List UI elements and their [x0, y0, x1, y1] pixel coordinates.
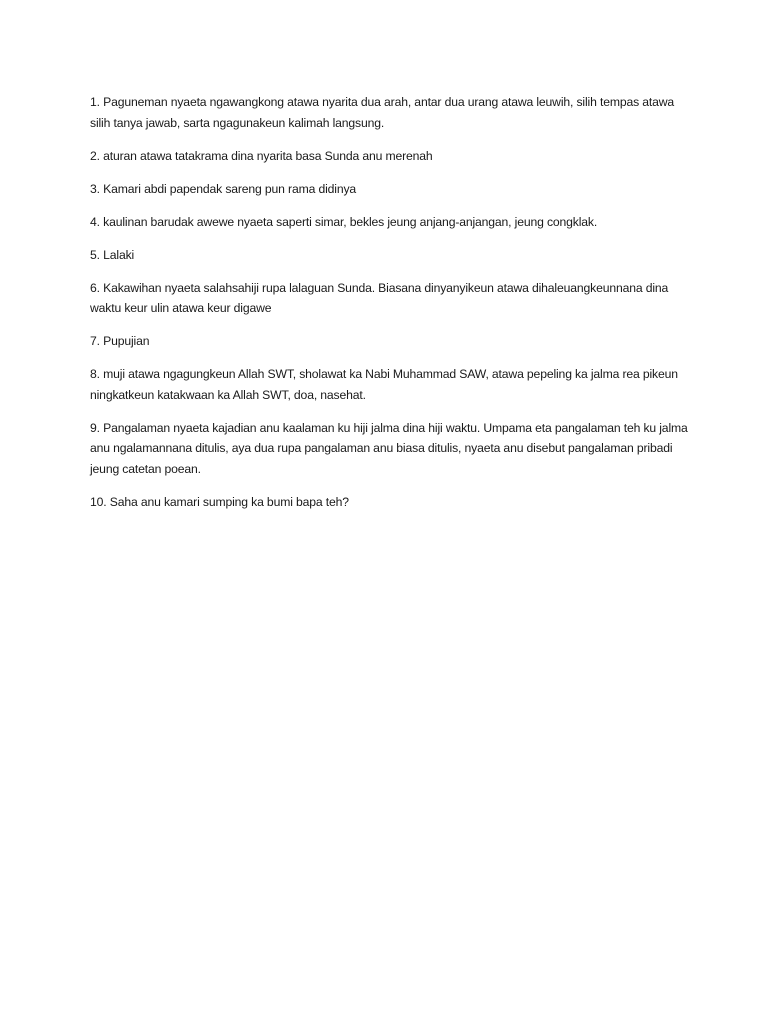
answer-list: [90, 92, 690, 525]
item-number: 7.: [90, 334, 100, 348]
item-number: 1.: [90, 95, 100, 109]
item-number: 3.: [90, 181, 100, 196]
item-number: 9.: [90, 420, 100, 435]
item-number: 6.: [90, 280, 100, 295]
item-number: 10.: [90, 494, 107, 509]
item-text: Pupujian: [103, 334, 150, 348]
item-text: Saha anu kamari sumping ka bumi bapa teh?: [109, 494, 349, 509]
item-text: Kakawihan nyaeta salahsahiji rupa lalaguan Sunda. Biasana dinyanyikeun atawa dihaleuangkeunnana dina waktu keur ulin atawa keur digawe: [90, 280, 669, 315]
list-item: [90, 179, 690, 200]
list-item: [90, 212, 690, 233]
list-item: [90, 146, 690, 167]
list-item: [90, 278, 690, 319]
item-number: 8.: [90, 367, 100, 381]
list-item: [90, 418, 690, 480]
item-text: kaulinan barudak awewe nyaeta saperti simar, bekles jeung anjang-anjangan, jeung congklak.: [103, 214, 598, 229]
item-text: muji atawa ngagungkeun Allah SWT, sholawat ka Nabi Muhammad SAW, atawa pepeling ka jalma rea pikeun ningkatkeun katakwaan ka Allah SWT, doa, nasehat.: [90, 367, 678, 402]
list-item: [90, 331, 690, 352]
item-number: 5.: [90, 247, 100, 262]
list-item: [90, 92, 690, 133]
item-number: 2.: [90, 148, 100, 163]
list-item: [90, 364, 690, 405]
list-item: [90, 245, 690, 266]
list-item: [90, 492, 690, 513]
item-text: aturan atawa tatakrama dina nyarita basa Sunda anu merenah: [103, 148, 433, 163]
item-text: Kamari abdi papendak sareng pun rama didinya: [103, 181, 357, 196]
item-text: Paguneman nyaeta ngawangkong atawa nyarita dua arah, antar dua urang atawa leuwih, silih tempas atawa silih tanya jawab, sarta ngagunakeun kalimah langsung.: [90, 95, 675, 130]
item-text: Lalaki: [103, 247, 135, 262]
item-number: 4.: [90, 214, 100, 229]
item-text: Pangalaman nyaeta kajadian anu kaalaman ku hiji jalma dina hiji waktu. Umpama eta pangalaman teh ku jalma anu ngalamannana ditulis, aya dua rupa pangalaman anu biasa ditulis, nyaeta anu disebut pangalaman pribadi jeung catetan poean.: [90, 420, 688, 476]
